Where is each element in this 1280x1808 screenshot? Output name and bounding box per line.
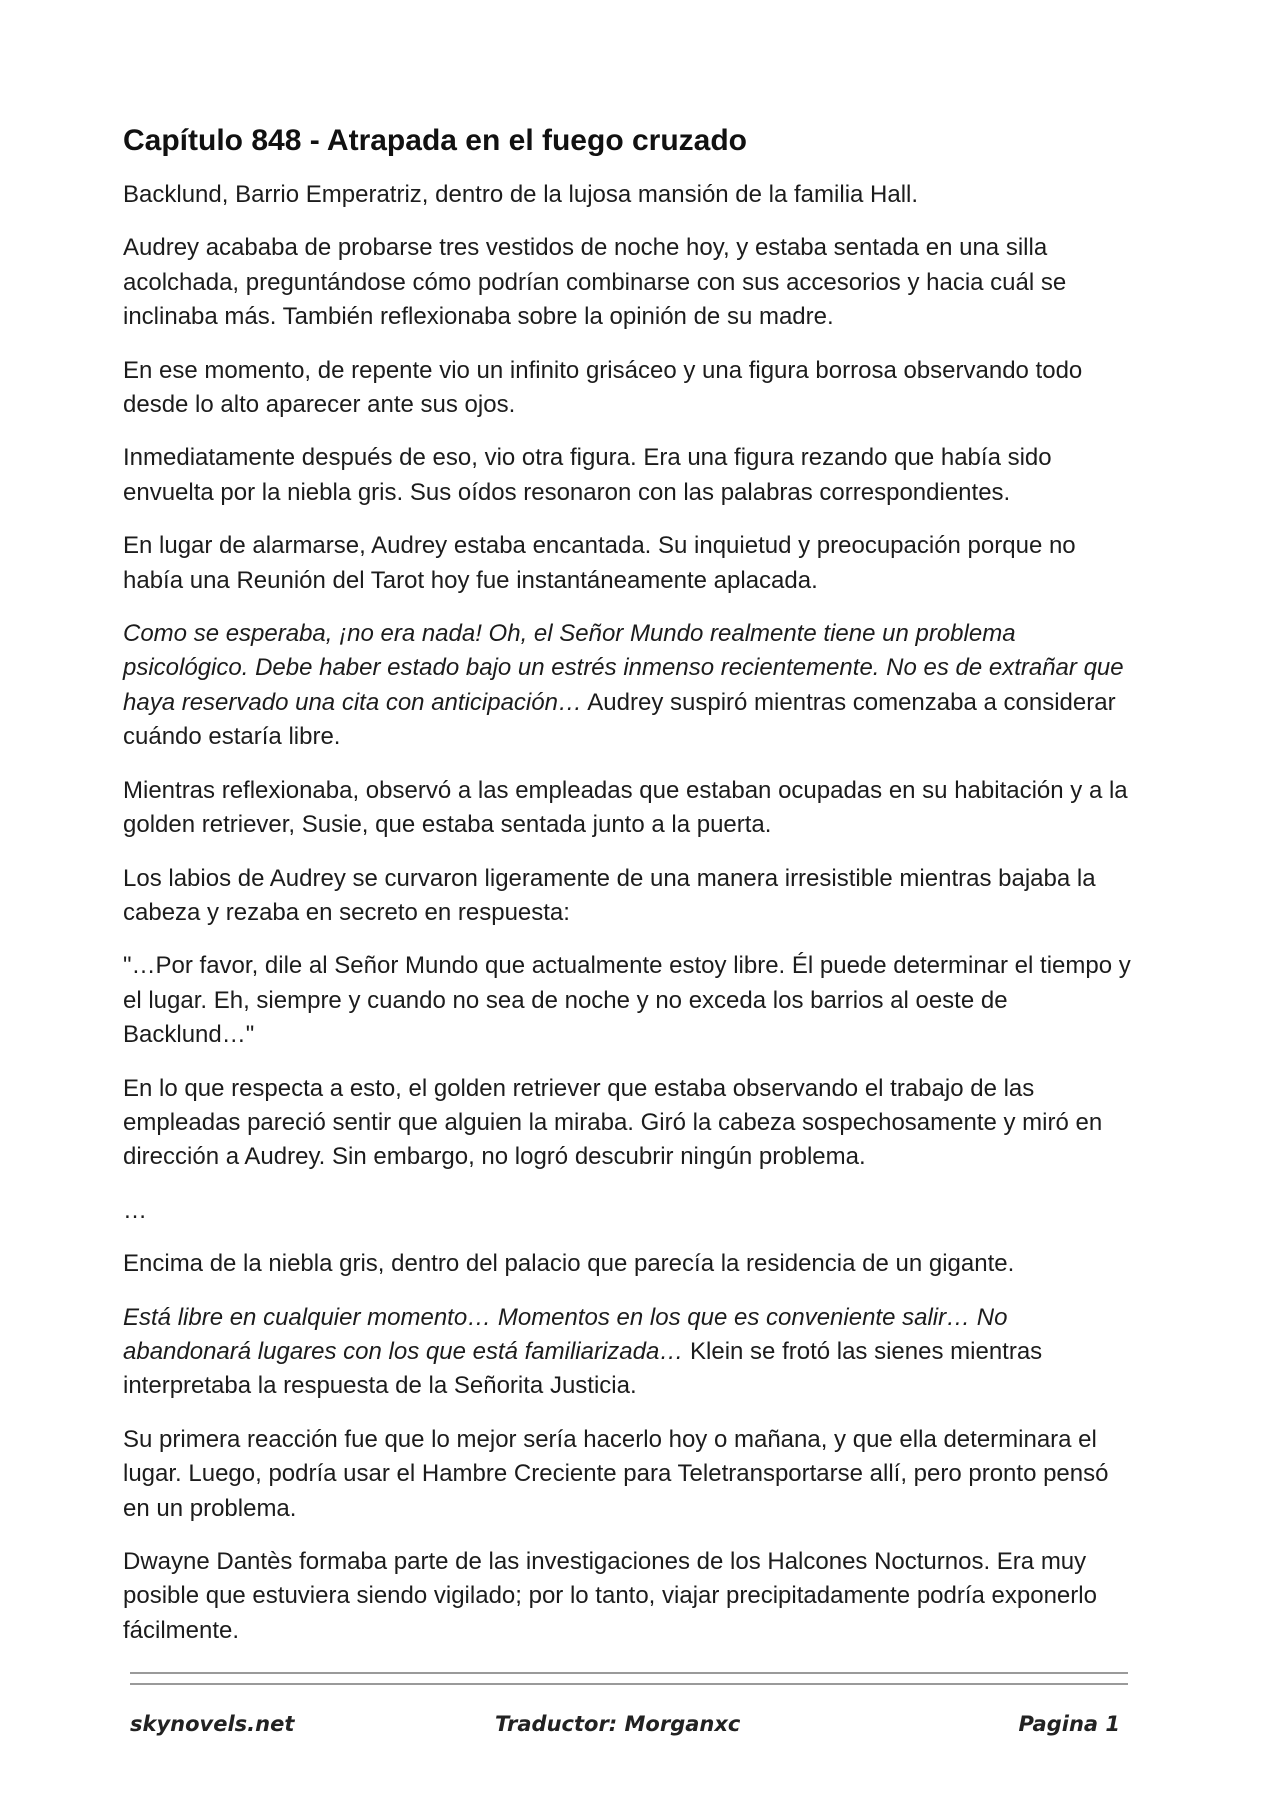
paragraph — [123, 231, 1133, 334]
text-segment: Su primera reacción fue que lo mejor sería hacerlo hoy o mañana, y que ella determinara el lugar. Luego, podría usar el Hambre Creciente para Teletransportarse allí, pero pronto pensó en un problema. — [123, 1425, 1109, 1522]
text-segment: Audrey acababa de probarse tres vestidos de noche hoy, y estaba sentada en una silla acolchada, preguntándose cómo podrían combinarse con sus accesorios y hacia cuál se inclinaba más. También reflexionaba sobre la opinión de su madre. — [123, 234, 1067, 331]
page-footer — [130, 1712, 1120, 1748]
paragraph — [123, 1072, 1133, 1175]
footer-translator: Traductor: Morganxc — [495, 1712, 741, 1736]
italic-text-segment: Está libre en cualquier momento… Momentos en los que es conveniente salir… No abandonará lugares con los que está familiarizada… — [123, 1303, 1008, 1365]
text-segment: En ese momento, de repente vio un infinito grisáceo y una figura borrosa observando todo desde lo alto aparecer ante sus ojos. — [123, 356, 1083, 419]
text-segment: … — [123, 1196, 147, 1224]
paragraph — [123, 949, 1133, 1052]
paragraph — [123, 1545, 1133, 1648]
paragraph — [123, 529, 1133, 598]
footer-divider-top — [130, 1672, 1128, 1674]
paragraph — [123, 1423, 1133, 1526]
paragraph — [123, 178, 1133, 212]
text-segment: "…Por favor, dile al Señor Mundo que actualmente estoy libre. Él puede determinar el tiempo y el lugar. Eh, siempre y cuando no sea de noche y no exceda los barrios al oeste de Backlund…" — [123, 952, 1131, 1049]
footer-divider-bottom — [130, 1683, 1128, 1685]
paragraph — [123, 1194, 1133, 1228]
footer-page-number: Pagina 1 — [1018, 1712, 1120, 1736]
paragraph — [123, 1301, 1133, 1404]
text-segment: En lugar de alarmarse, Audrey estaba encantada. Su inquietud y preocupación porque no había una Reunión del Tarot hoy fue instantáneamente aplacada. — [123, 532, 1076, 594]
paragraph — [123, 774, 1133, 843]
text-segment: Inmediatamente después de eso, vio otra figura. Era una figura rezando que había sido envuelta por la niebla gris. Sus oídos resonaron con las palabras correspondientes. — [123, 444, 1052, 506]
document-page — [123, 118, 1133, 1667]
paragraph — [123, 617, 1133, 755]
footer-site: skynovels.net — [130, 1712, 295, 1736]
text-segment: Encima de la niebla gris, dentro del palacio que parecía la residencia de un gigante. — [123, 1250, 1015, 1278]
italic-text-segment: Como se esperaba, ¡no era nada! Oh, el Señor Mundo realmente tiene un problema psicológico. Debe haber estado bajo un estrés inmenso recientemente. No es de extrañar que haya reservado una cita con anticipación… — [123, 620, 1124, 716]
paragraph — [123, 354, 1133, 423]
paragraph — [123, 1247, 1133, 1281]
text-segment: Dwayne Dantès formaba parte de las investigaciones de los Halcones Nocturnos. Era muy posible que estuviera siendo vigilado; por lo tanto, viajar precipitadamente podría exponerlo fácilmente. — [123, 1548, 1097, 1644]
chapter-body — [123, 178, 1133, 1648]
text-segment: En lo que respecta a esto, el golden retriever que estaba observando el trabajo de las empleadas pareció sentir que alguien la miraba. Giró la cabeza sospechosamente y miró en dirección a Audrey. Sin embargo, no logró descubrir ningún problema. — [123, 1074, 1103, 1171]
chapter-title: Capítulo 848 - Atrapada en el fuego cruzado — [123, 124, 747, 157]
text-segment: Mientras reflexionaba, observó a las empleadas que estaban ocupadas en su habitación y a la golden retriever, Susie, que estaba sentada junto a la puerta. — [123, 776, 1128, 839]
text-segment: Los labios de Audrey se curvaron ligeramente de una manera irresistible mientras bajaba la cabeza y rezaba en secreto en respuesta: — [123, 864, 1096, 926]
text-segment: Audrey suspiró mientras comenzaba a considerar cuándo estaría libre. — [123, 688, 1116, 751]
paragraph — [123, 862, 1133, 931]
paragraph — [123, 441, 1133, 510]
text-segment: Klein se frotó las sienes mientras interpretaba la respuesta de la Señorita Justicia. — [123, 1337, 1043, 1400]
text-segment: Backlund, Barrio Emperatriz, dentro de la lujosa mansión de la familia Hall. — [123, 181, 919, 208]
